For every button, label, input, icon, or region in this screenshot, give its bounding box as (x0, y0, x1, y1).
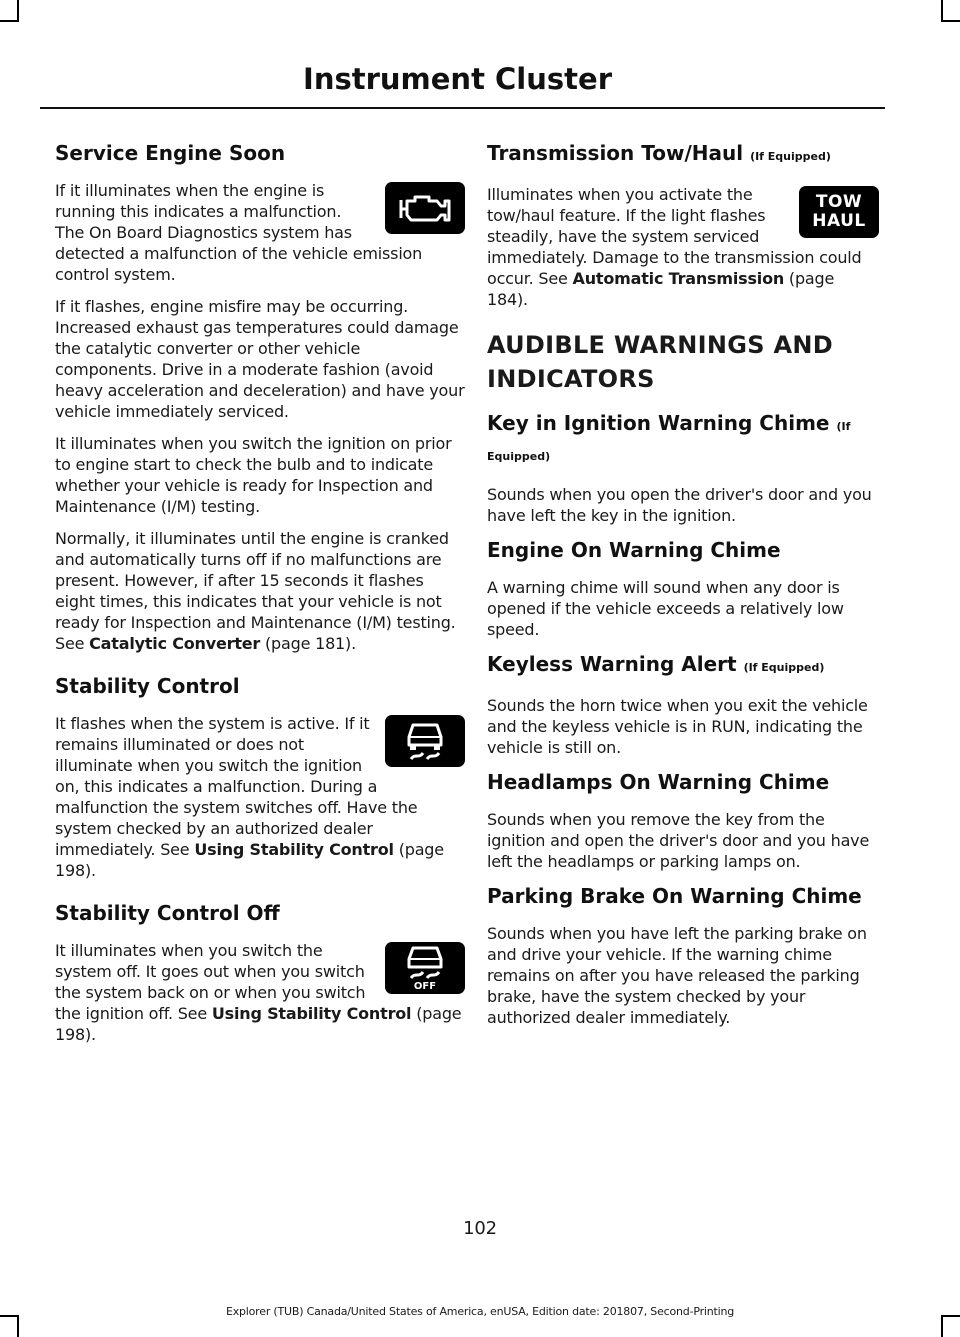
check-engine-icon (385, 182, 465, 234)
page-reference: (page 198). (55, 840, 444, 880)
section-heading: Stability Control Off (55, 901, 280, 925)
off-label: OFF (413, 981, 437, 991)
stability-control-off-icon (385, 942, 465, 994)
cross-reference-link[interactable]: Automatic Transmission (572, 269, 785, 288)
section-heading (487, 140, 879, 170)
paragraph: Sounds when you remove the key from the ignition and open the driver's door and you have left the headlamps or parking lamps on. (487, 810, 870, 871)
right-column (487, 140, 879, 1039)
paragraph-text: Normally, it illuminates until the engine is cranked and automatically turns off if no malfunctions are present. However, if after 15 seconds it flashes eight times, this indicates that your vehicle is not ready for Inspection and Maintenance (I/M) testing. See (55, 529, 456, 653)
paragraph: It illuminates when you switch the ignition on prior to engine start to check the bulb and to indicate whether your vehicle is ready for Inspection and Maintenance (I/M) testing. (55, 434, 452, 516)
section-heading: Stability Control (55, 674, 240, 698)
paragraph: A warning chime will sound when any door is opened if the vehicle exceeds a relatively low speed. (487, 578, 844, 639)
cross-reference-link[interactable]: Using Stability Control (211, 1004, 412, 1023)
paragraph-text: It illuminates when you switch the system off. It goes out when you switch the system back on or when you switch the ignition off. See (55, 941, 366, 1023)
section-heading (487, 410, 879, 470)
section-title-line: AUDIBLE WARNINGS AND (487, 331, 833, 359)
paragraph: Sounds when you have left the parking brake on and drive your vehicle. If the warning chime remains on after you have released the parking brake, have the system checked by your authorized dealer immediately. (487, 924, 867, 1027)
paragraph-text: Illuminates when you activate the tow/haul feature. If the light flashes steadily, have the system serviced immediately. Damage to the transmission could occur. See (487, 185, 862, 288)
page-reference: (page 198). (55, 1004, 462, 1044)
crop-mark (941, 20, 960, 22)
if-equipped-label: (If Equipped) (743, 661, 825, 674)
paragraph: Sounds the horn twice when you exit the vehicle and the keyless vehicle is in RUN, indicating the vehicle is still on. (487, 696, 868, 757)
heading-text: Transmission Tow/Haul (487, 141, 744, 165)
page-reference: (page 181). (260, 634, 356, 653)
paragraph-text: It flashes when the system is active. If it remains illuminated or does not illuminate when you switch the ignition on, this indicates a malfunction. During a malfunction the system switches off. Have the system checked by an authorized dealer immediately. See (55, 714, 418, 859)
header-divider (40, 107, 885, 109)
tow-haul-icon (799, 186, 879, 238)
paragraph: If it illuminates when the engine is running this indicates a malfunction. The On Board Diagnostics system has detected a malfunction of the vehicle emission control system. (55, 181, 423, 284)
section-heading: Headlamps On Warning Chime (487, 770, 830, 794)
section-heading: Engine On Warning Chime (487, 538, 781, 562)
heading-text: Key in Ignition Warning Chime (487, 411, 830, 435)
cross-reference-link[interactable]: Using Stability Control (194, 840, 394, 859)
if-equipped-label: (If Equipped) (487, 420, 851, 463)
cross-reference-link[interactable]: Catalytic Converter (89, 634, 261, 653)
crop-mark (941, 0, 943, 22)
tow-label: TOW (815, 192, 863, 212)
section-heading (487, 651, 879, 681)
left-column (55, 140, 465, 1056)
paragraph: If it flashes, engine misfire may be occurring. Increased exhaust gas temperatures could damage the catalytic converter or other vehicle components. Drive in a moderate fashion (avoid heavy acceleration and deceleration) and have your vehicle immediately serviced. (55, 297, 465, 421)
chapter-section-title (487, 328, 879, 396)
paragraph (55, 528, 465, 654)
page-title: Instrument Cluster (303, 62, 612, 96)
section-title-line: INDICATORS (487, 365, 655, 393)
page-number: 102 (463, 1218, 497, 1239)
if-equipped-label: (If Equipped) (750, 150, 831, 163)
section-heading: Parking Brake On Warning Chime (487, 884, 862, 908)
section-heading: Service Engine Soon (55, 141, 286, 165)
stability-control-icon (385, 715, 465, 767)
page-reference: (page 184). (487, 269, 835, 309)
heading-text: Keyless Warning Alert (487, 652, 737, 676)
crop-mark (0, 20, 19, 22)
footer-text: Explorer (TUB) Canada/United States of America, enUSA, Edition date: 201807, Second-Printing (225, 1305, 735, 1318)
haul-label: HAUL (812, 211, 866, 231)
crop-mark (17, 0, 19, 22)
paragraph: Sounds when you open the driver's door and you have left the key in the ignition. (487, 485, 872, 525)
